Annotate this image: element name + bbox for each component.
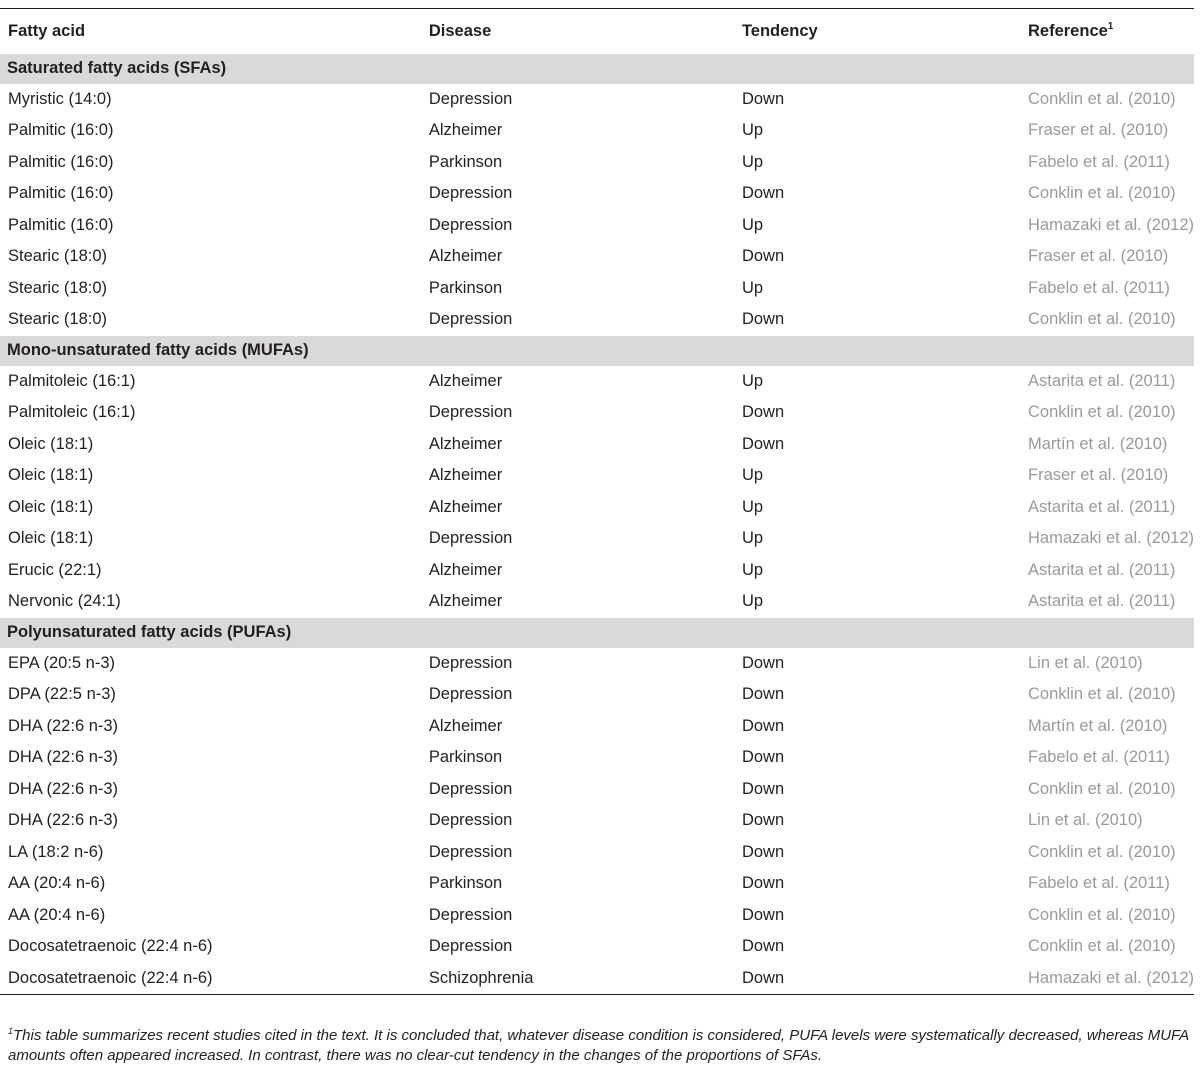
table-row	[0, 304, 1194, 336]
cell-disease: Alzheimer	[428, 434, 503, 453]
cell-reference: Fraser et al. (2010)	[1028, 466, 1169, 485]
cell-tendency: Up	[741, 215, 764, 234]
cell-disease: Alzheimer	[428, 716, 503, 735]
cell-fatty-acid: Palmitoleic (16:1)	[8, 371, 136, 390]
cell-tendency: Up	[741, 466, 764, 485]
cell-fatty-acid: DPA (22:5 n-3)	[8, 685, 116, 704]
table-row	[0, 711, 1194, 743]
table-row	[0, 837, 1194, 869]
table-row	[0, 115, 1194, 147]
table-row	[0, 366, 1194, 398]
cell-reference: Lin et al. (2010)	[1028, 653, 1143, 672]
table-row	[0, 178, 1194, 210]
cell-fatty-acid: Oleic (18:1)	[8, 466, 94, 485]
cell-fatty-acid: EPA (20:5 n-3)	[8, 653, 116, 672]
cell-reference: Hamazaki et al. (2012)	[1020, 963, 1194, 995]
cell-reference: Fabelo et al. (2011)	[1028, 152, 1170, 171]
table-body	[0, 54, 1194, 995]
cell-fatty-acid: LA (18:2 n-6)	[8, 842, 104, 861]
cell-tendency: Down	[741, 905, 785, 924]
section-title: Saturated fatty acids (SFAs)	[0, 54, 1194, 84]
cell-reference: Conklin et al. (2010)	[1028, 905, 1176, 924]
cell-disease: Depression	[428, 184, 513, 203]
cell-reference: Fabelo et al. (2011)	[1028, 874, 1170, 893]
cell-reference: Lin et al. (2010)	[1028, 811, 1143, 830]
cell-fatty-acid: AA (20:4 n-6)	[8, 905, 106, 924]
table-header-row	[0, 9, 1194, 54]
cell-disease: Alzheimer	[428, 371, 503, 390]
cell-reference: Hamazaki et al. (2012)	[1028, 529, 1194, 548]
cell-disease: Depression	[428, 842, 513, 861]
table-row	[0, 429, 1194, 461]
cell-disease: Depression	[428, 310, 513, 329]
cell-disease: Alzheimer	[428, 560, 503, 579]
cell-disease: Depression	[428, 811, 513, 830]
cell-disease: Schizophrenia	[421, 963, 734, 995]
cell-reference: Hamazaki et al. (2012)	[1028, 215, 1194, 234]
cell-tendency: Down	[741, 653, 785, 672]
header-reference-footnote-marker: 1	[1107, 21, 1114, 33]
footnote-marker: 1	[8, 1026, 14, 1036]
cell-tendency: Down	[741, 403, 785, 422]
cell-tendency: Up	[741, 529, 764, 548]
cell-disease: Alzheimer	[428, 247, 503, 266]
cell-reference: Astarita et al. (2011)	[1028, 497, 1176, 516]
cell-fatty-acid: Palmitic (16:0)	[8, 152, 114, 171]
cell-reference: Astarita et al. (2011)	[1028, 371, 1176, 390]
header-fatty-acid: Fatty acid	[0, 9, 421, 54]
cell-disease: Alzheimer	[428, 121, 503, 140]
cell-disease: Depression	[428, 403, 513, 422]
table-row	[0, 648, 1194, 680]
cell-fatty-acid: DHA (22:6 n-3)	[8, 716, 119, 735]
table-row	[0, 523, 1194, 555]
cell-reference: Fraser et al. (2010)	[1028, 121, 1169, 140]
cell-tendency: Up	[741, 371, 764, 390]
cell-disease: Parkinson	[428, 748, 503, 767]
cell-tendency: Down	[741, 779, 785, 798]
table-row	[0, 460, 1194, 492]
cell-disease: Depression	[428, 937, 513, 956]
cell-reference: Conklin et al. (2010)	[1028, 779, 1176, 798]
cell-fatty-acid: Erucic (22:1)	[8, 560, 102, 579]
section-header-row	[0, 336, 1194, 366]
section-title: Polyunsaturated fatty acids (PUFAs)	[0, 618, 1194, 648]
cell-fatty-acid: Docosatetraenoic (22:4 n-6)	[8, 937, 213, 956]
table-row	[0, 805, 1194, 837]
cell-reference: Martín et al. (2010)	[1028, 434, 1168, 453]
section-header-row	[0, 618, 1194, 648]
header-reference	[1020, 9, 1194, 54]
cell-reference: Conklin et al. (2010)	[1028, 310, 1176, 329]
cell-reference: Conklin et al. (2010)	[1028, 842, 1176, 861]
table-row	[0, 868, 1194, 900]
cell-tendency: Down	[741, 842, 785, 861]
cell-fatty-acid: Stearic (18:0)	[8, 278, 108, 297]
fatty-acid-table	[0, 8, 1194, 995]
table-row	[0, 397, 1194, 429]
cell-fatty-acid: Oleic (18:1)	[8, 434, 94, 453]
cell-disease: Alzheimer	[428, 592, 503, 611]
cell-tendency: Down	[741, 874, 785, 893]
cell-tendency: Down	[741, 247, 785, 266]
table-row	[0, 963, 1194, 995]
cell-fatty-acid: Myristic (14:0)	[8, 89, 112, 108]
cell-disease: Parkinson	[428, 152, 503, 171]
table-row	[0, 241, 1194, 273]
cell-tendency: Down	[741, 310, 785, 329]
cell-fatty-acid: Palmitic (16:0)	[8, 121, 114, 140]
cell-tendency: Up	[741, 497, 764, 516]
cell-reference: Conklin et al. (2010)	[1028, 937, 1176, 956]
cell-reference: Fabelo et al. (2011)	[1028, 278, 1170, 297]
cell-fatty-acid: Palmitic (16:0)	[8, 184, 114, 203]
cell-tendency: Down	[741, 937, 785, 956]
cell-tendency: Up	[741, 121, 764, 140]
cell-disease: Parkinson	[428, 874, 503, 893]
header-disease: Disease	[421, 9, 734, 54]
cell-fatty-acid: Docosatetraenoic (22:4 n-6)	[0, 963, 421, 995]
cell-reference: Fabelo et al. (2011)	[1028, 748, 1170, 767]
table-row	[0, 774, 1194, 806]
cell-reference: Conklin et al. (2010)	[1028, 89, 1176, 108]
cell-tendency: Down	[741, 685, 785, 704]
cell-tendency: Up	[741, 152, 764, 171]
cell-fatty-acid: Stearic (18:0)	[8, 247, 108, 266]
cell-tendency: Up	[741, 278, 764, 297]
table-row	[0, 555, 1194, 587]
table-row	[0, 742, 1194, 774]
cell-reference: Fraser et al. (2010)	[1028, 247, 1169, 266]
table-row	[0, 900, 1194, 932]
cell-tendency: Down	[741, 89, 785, 108]
footnote-text: This table summarizes recent studies cited in the text. It is concluded that, whatever disease condition is considered, PUFA levels were systematically decreased, whereas MUFA amounts often appeared increased. In contrast, there was no clear-cut tendency in the changes of the proportions of SFAs.	[8, 1027, 1189, 1064]
section-header-row	[0, 54, 1194, 84]
cell-fatty-acid: Oleic (18:1)	[8, 497, 94, 516]
cell-tendency: Down	[741, 184, 785, 203]
cell-tendency: Up	[741, 592, 764, 611]
cell-reference: Conklin et al. (2010)	[1028, 184, 1176, 203]
table-row	[0, 679, 1194, 711]
cell-fatty-acid: Stearic (18:0)	[8, 310, 108, 329]
cell-tendency: Down	[741, 434, 785, 453]
cell-disease: Depression	[428, 529, 513, 548]
cell-disease: Parkinson	[428, 278, 503, 297]
cell-reference: Martín et al. (2010)	[1028, 716, 1168, 735]
cell-tendency: Down	[741, 748, 785, 767]
cell-fatty-acid: Palmitoleic (16:1)	[8, 403, 136, 422]
cell-disease: Alzheimer	[428, 497, 503, 516]
table-footnote	[8, 1021, 1194, 1066]
cell-fatty-acid: DHA (22:6 n-3)	[8, 779, 119, 798]
table-row	[0, 931, 1194, 963]
cell-disease: Depression	[428, 89, 513, 108]
cell-reference: Astarita et al. (2011)	[1028, 560, 1176, 579]
cell-disease: Depression	[428, 215, 513, 234]
cell-fatty-acid: Palmitic (16:0)	[8, 215, 114, 234]
cell-disease: Alzheimer	[428, 466, 503, 485]
cell-fatty-acid: AA (20:4 n-6)	[8, 874, 106, 893]
header-tendency: Tendency	[734, 9, 1020, 54]
cell-fatty-acid: DHA (22:6 n-3)	[8, 748, 119, 767]
header-reference-label: Reference	[1028, 22, 1108, 41]
cell-tendency: Down	[734, 963, 1020, 995]
section-title: Mono-unsaturated fatty acids (MUFAs)	[0, 336, 1194, 366]
table-row	[0, 492, 1194, 524]
cell-tendency: Down	[741, 811, 785, 830]
table-row	[0, 147, 1194, 179]
table-row	[0, 586, 1194, 618]
cell-tendency: Up	[741, 560, 764, 579]
cell-reference: Astarita et al. (2011)	[1028, 592, 1176, 611]
cell-tendency: Down	[741, 716, 785, 735]
cell-fatty-acid: DHA (22:6 n-3)	[8, 811, 119, 830]
cell-reference: Conklin et al. (2010)	[1028, 685, 1176, 704]
table-row	[0, 273, 1194, 305]
cell-fatty-acid: Nervonic (24:1)	[8, 592, 121, 611]
cell-disease: Depression	[428, 779, 513, 798]
cell-disease: Depression	[428, 905, 513, 924]
cell-fatty-acid: Oleic (18:1)	[8, 529, 94, 548]
table-row	[0, 84, 1194, 116]
cell-disease: Depression	[428, 653, 513, 672]
table-row	[0, 210, 1194, 242]
cell-reference: Conklin et al. (2010)	[1028, 403, 1176, 422]
cell-disease: Depression	[428, 685, 513, 704]
